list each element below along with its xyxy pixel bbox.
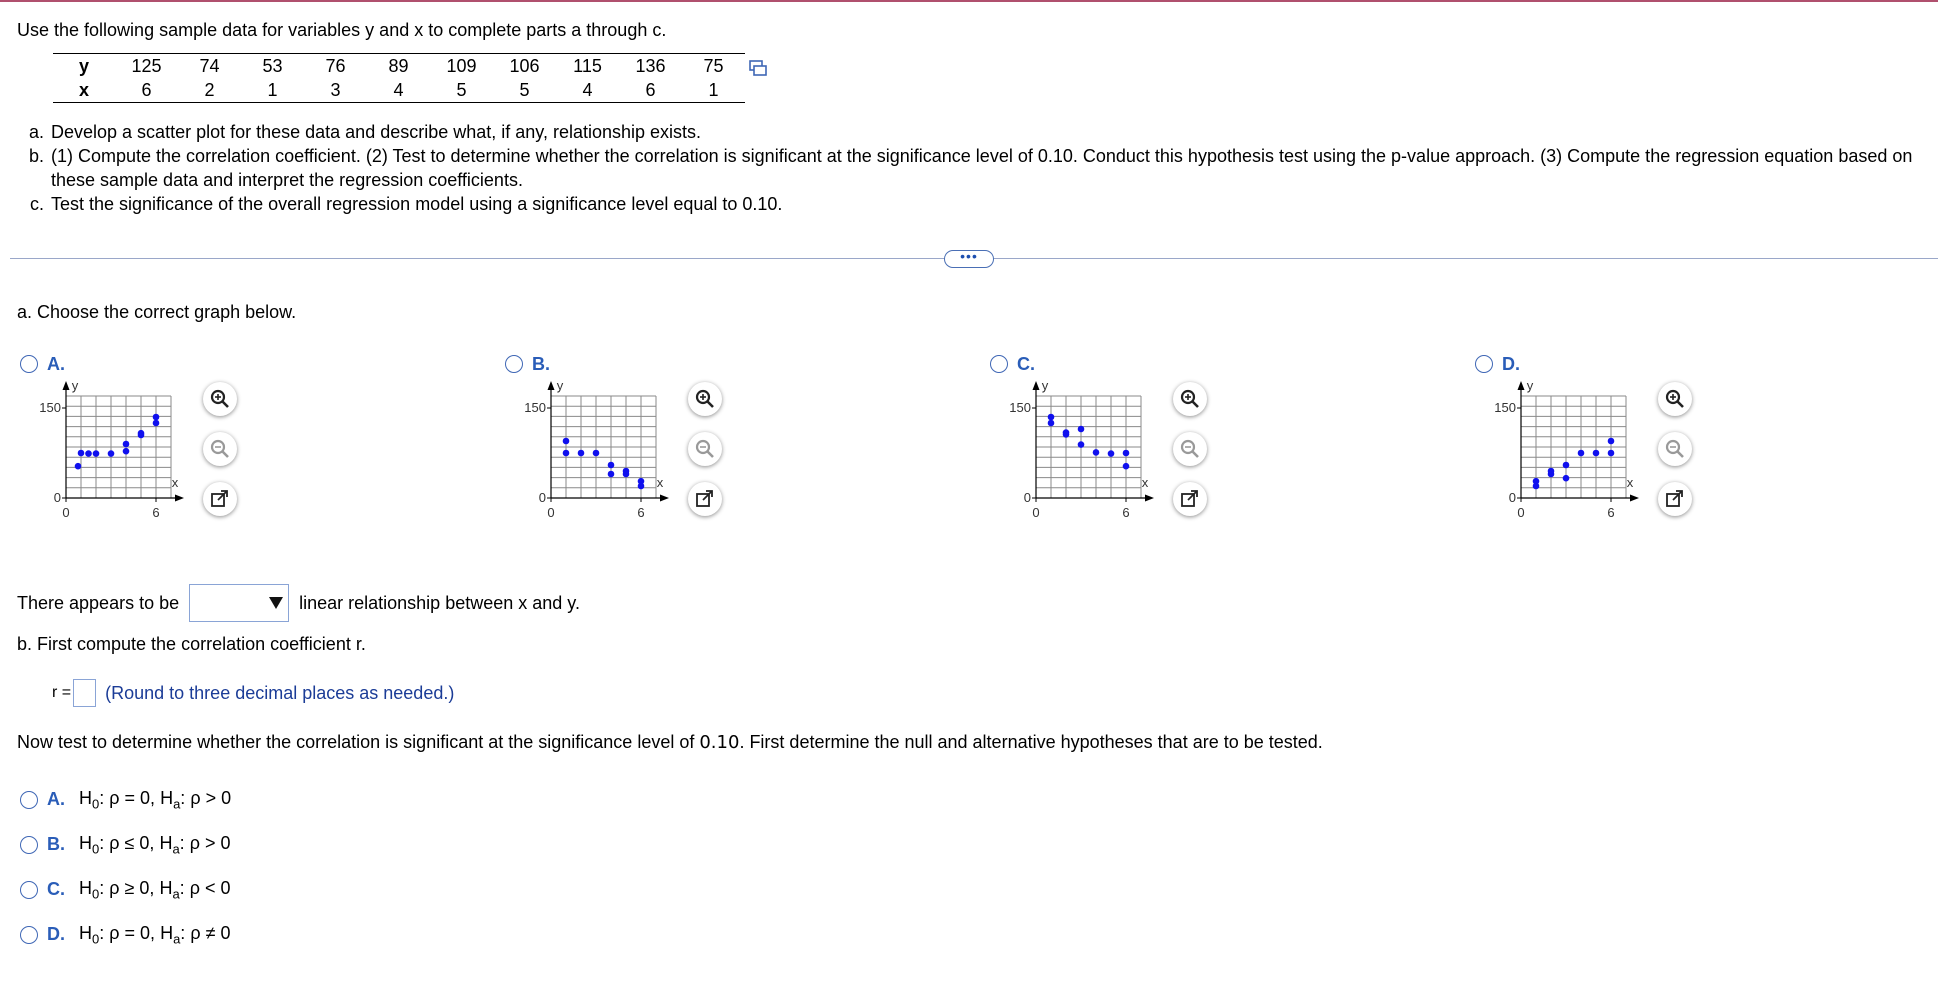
x-tick-label: 6 xyxy=(637,505,645,520)
data-point xyxy=(1048,414,1055,421)
sentence-end: linear relationship between x and y. xyxy=(299,592,580,613)
table-cell: 1 xyxy=(682,78,745,103)
y-tick-label: 150 xyxy=(1494,400,1516,415)
prompt-text: . First determine the null and alternative hypotheses that are to be tested. xyxy=(739,732,1323,752)
y-axis-label: y xyxy=(1041,378,1049,393)
data-point xyxy=(1593,450,1600,457)
part-b-prompt: b. First compute the correlation coefficient r. xyxy=(17,634,366,654)
radio-button[interactable] xyxy=(20,926,38,944)
table-cell: 4 xyxy=(367,78,430,103)
radio-button[interactable] xyxy=(20,791,38,809)
y-axis-arrow xyxy=(1033,381,1040,390)
x-axis-label: x xyxy=(1141,475,1149,490)
data-point xyxy=(1108,450,1115,457)
table-cell: 125 xyxy=(115,54,178,79)
data-point xyxy=(563,450,570,457)
prompt-text: Now test to determine whether the correlation is significant at the significance level of xyxy=(17,732,700,752)
chevron-down-icon[interactable] xyxy=(265,586,287,620)
option-letter: C. xyxy=(47,879,65,900)
table-cell: 3 xyxy=(304,78,367,103)
data-point xyxy=(608,471,615,478)
y-axis-arrow xyxy=(548,381,555,390)
data-point xyxy=(1078,426,1085,433)
data-point xyxy=(578,450,585,457)
table-cell: 5 xyxy=(430,78,493,103)
part-key: a. xyxy=(28,122,44,142)
zoom-in-icon[interactable] xyxy=(203,382,237,416)
x-axis-label: x xyxy=(171,475,179,490)
row-label-x: x xyxy=(53,78,115,103)
open-external-icon[interactable] xyxy=(203,482,237,516)
data-point xyxy=(563,438,570,445)
zoom-out-icon[interactable] xyxy=(203,432,237,466)
data-point xyxy=(608,462,615,469)
parts-list xyxy=(17,120,1931,216)
option-letter: B. xyxy=(532,354,550,374)
option-letter: B. xyxy=(47,834,65,855)
option-letter: C. xyxy=(1017,354,1035,374)
data-point xyxy=(1608,450,1615,457)
y-axis-arrow xyxy=(63,381,70,390)
option-letter: A. xyxy=(47,789,65,810)
data-point xyxy=(138,430,145,437)
part-key: c. xyxy=(29,194,44,214)
y-tick-label: 150 xyxy=(1009,400,1031,415)
zoom-out-icon[interactable] xyxy=(688,432,722,466)
data-point xyxy=(1048,420,1055,427)
table-cell: 1 xyxy=(241,78,304,103)
data-point xyxy=(1123,463,1130,470)
x-tick-label: 0 xyxy=(1517,505,1525,520)
table-cell: 75 xyxy=(682,54,745,79)
x-axis-arrow xyxy=(1145,495,1154,502)
radio-button[interactable] xyxy=(990,355,1008,373)
table-cell: 2 xyxy=(178,78,241,103)
data-point xyxy=(1578,450,1585,457)
data-point xyxy=(93,450,100,457)
part-a-prompt: a. Choose the correct graph below. xyxy=(17,302,297,322)
table-row-x xyxy=(53,78,745,103)
radio-button[interactable] xyxy=(20,355,38,373)
x-tick-label: 0 xyxy=(547,505,555,520)
y-tick-label: 0 xyxy=(53,490,61,505)
x-tick-label: 6 xyxy=(1607,505,1615,520)
data-point xyxy=(638,478,645,485)
data-point xyxy=(623,471,630,478)
table-cell: 53 xyxy=(241,54,304,79)
x-axis-arrow xyxy=(175,495,184,502)
data-point xyxy=(85,450,92,457)
hypothesis-text: $H_0$: ρ = 0, $H_a$: ρ > 0 xyxy=(79,788,232,812)
part-text: Develop a scatter plot for these data and describe what, if any, relationship exists. xyxy=(51,122,702,142)
r-answer-line xyxy=(52,679,454,707)
relationship-sentence xyxy=(17,584,580,622)
scatter-plot-b xyxy=(511,378,681,528)
zoom-out-icon[interactable] xyxy=(1658,432,1692,466)
part-key: b. xyxy=(28,146,44,166)
data-point xyxy=(1608,438,1615,445)
option-letter: D. xyxy=(47,924,65,945)
scatter-plot-c xyxy=(996,378,1166,528)
x-tick-label: 0 xyxy=(1032,505,1040,520)
y-axis-label: y xyxy=(71,378,79,393)
part-b xyxy=(17,144,1931,192)
option-letter: D. xyxy=(1502,354,1520,374)
part-a xyxy=(17,120,1931,144)
table-cell: 5 xyxy=(493,78,556,103)
expand-more-button[interactable]: ••• xyxy=(944,250,994,268)
copy-data-icon[interactable] xyxy=(749,60,767,76)
hypothesis-text: $H_0$: ρ = 0, $H_a$: ρ ≠ 0 xyxy=(79,923,231,947)
y-axis-label: y xyxy=(1526,378,1534,393)
r-label: r = xyxy=(52,684,72,701)
sentence-start: There appears to be xyxy=(17,592,180,613)
radio-button[interactable] xyxy=(505,355,523,373)
data-point xyxy=(123,441,130,448)
data-point xyxy=(75,463,82,470)
option-letter: A. xyxy=(47,354,65,374)
radio-button[interactable] xyxy=(1475,355,1493,373)
table-row-y xyxy=(53,54,745,79)
table-cell: 106 xyxy=(493,54,556,79)
hypothesis-option-d[interactable] xyxy=(20,923,230,947)
data-point xyxy=(1078,441,1085,448)
radio-button[interactable] xyxy=(20,836,38,854)
data-point xyxy=(593,450,600,457)
part-text: (1) Compute the correlation coefficient. (2) Test to determine whether the correlation is significant at the significance level of 0.10. Conduct this hypothesis test using the p-value approach. (3) Compute the regression equation based on these sample data and interpret the regression coefficients. xyxy=(51,146,1913,190)
hypothesis-text: $H_0$: ρ ≥ 0, $H_a$: ρ < 0 xyxy=(79,878,231,902)
scatter-plot-a xyxy=(26,378,196,528)
radio-button[interactable] xyxy=(20,881,38,899)
x-axis-label: x xyxy=(1626,475,1634,490)
hypothesis-prompt xyxy=(17,732,1323,753)
data-point xyxy=(153,420,160,427)
x-axis-label: x xyxy=(656,475,664,490)
data-point xyxy=(123,448,130,455)
data-point xyxy=(1563,462,1570,469)
sample-data-table xyxy=(53,53,745,103)
part-text: Test the significance of the overall regression model using a significance level equal to 0.10. xyxy=(51,194,783,214)
data-point xyxy=(1063,431,1070,438)
data-point xyxy=(1123,450,1130,457)
rounding-hint: (Round to three decimal places as needed.) xyxy=(105,682,455,703)
data-point xyxy=(1563,475,1570,482)
x-tick-label: 6 xyxy=(152,505,160,520)
intro-text: Use the following sample data for variables y and x to complete parts a through c. xyxy=(17,20,667,40)
open-external-icon[interactable] xyxy=(1658,482,1692,516)
y-axis-label: y xyxy=(556,378,564,393)
table-cell: 76 xyxy=(304,54,367,79)
scatter-plot-d xyxy=(1481,378,1651,528)
part-c xyxy=(17,192,1931,216)
data-point xyxy=(1093,449,1100,456)
table-cell: 89 xyxy=(367,54,430,79)
row-label-y: y xyxy=(53,54,115,79)
zoom-in-icon[interactable] xyxy=(1173,382,1207,416)
table-cell: 136 xyxy=(619,54,682,79)
zoom-out-icon[interactable] xyxy=(1173,432,1207,466)
y-axis-arrow xyxy=(1518,381,1525,390)
x-tick-label: 6 xyxy=(1122,505,1130,520)
table-cell: 6 xyxy=(619,78,682,103)
table-cell: 74 xyxy=(178,54,241,79)
zoom-in-icon[interactable] xyxy=(1658,382,1692,416)
x-axis-arrow xyxy=(660,495,669,502)
table-cell: 109 xyxy=(430,54,493,79)
hypothesis-text: $H_0$: ρ ≤ 0, $H_a$: ρ > 0 xyxy=(79,833,231,857)
zoom-in-icon[interactable] xyxy=(688,382,722,416)
data-point xyxy=(1533,478,1540,485)
table-cell: 6 xyxy=(115,78,178,103)
relationship-dropdown[interactable] xyxy=(189,584,289,622)
x-tick-label: 0 xyxy=(62,505,70,520)
y-tick-label: 150 xyxy=(39,400,61,415)
data-point xyxy=(1548,468,1555,475)
hypothesis-option-b[interactable] xyxy=(20,833,230,857)
x-axis-arrow xyxy=(1630,495,1639,502)
data-point xyxy=(108,450,115,457)
data-point xyxy=(153,414,160,421)
open-external-icon[interactable] xyxy=(688,482,722,516)
table-cell: 115 xyxy=(556,54,619,79)
data-point xyxy=(78,450,85,457)
y-tick-label: 150 xyxy=(524,400,546,415)
hypothesis-option-c[interactable] xyxy=(20,878,230,902)
table-cell: 4 xyxy=(556,78,619,103)
y-tick-label: 0 xyxy=(1508,490,1516,505)
y-tick-label: 0 xyxy=(1023,490,1031,505)
y-tick-label: 0 xyxy=(538,490,546,505)
open-external-icon[interactable] xyxy=(1173,482,1207,516)
hypothesis-option-a[interactable] xyxy=(20,788,231,812)
r-input[interactable] xyxy=(73,679,96,707)
alpha-value: 0.10 xyxy=(699,732,740,753)
